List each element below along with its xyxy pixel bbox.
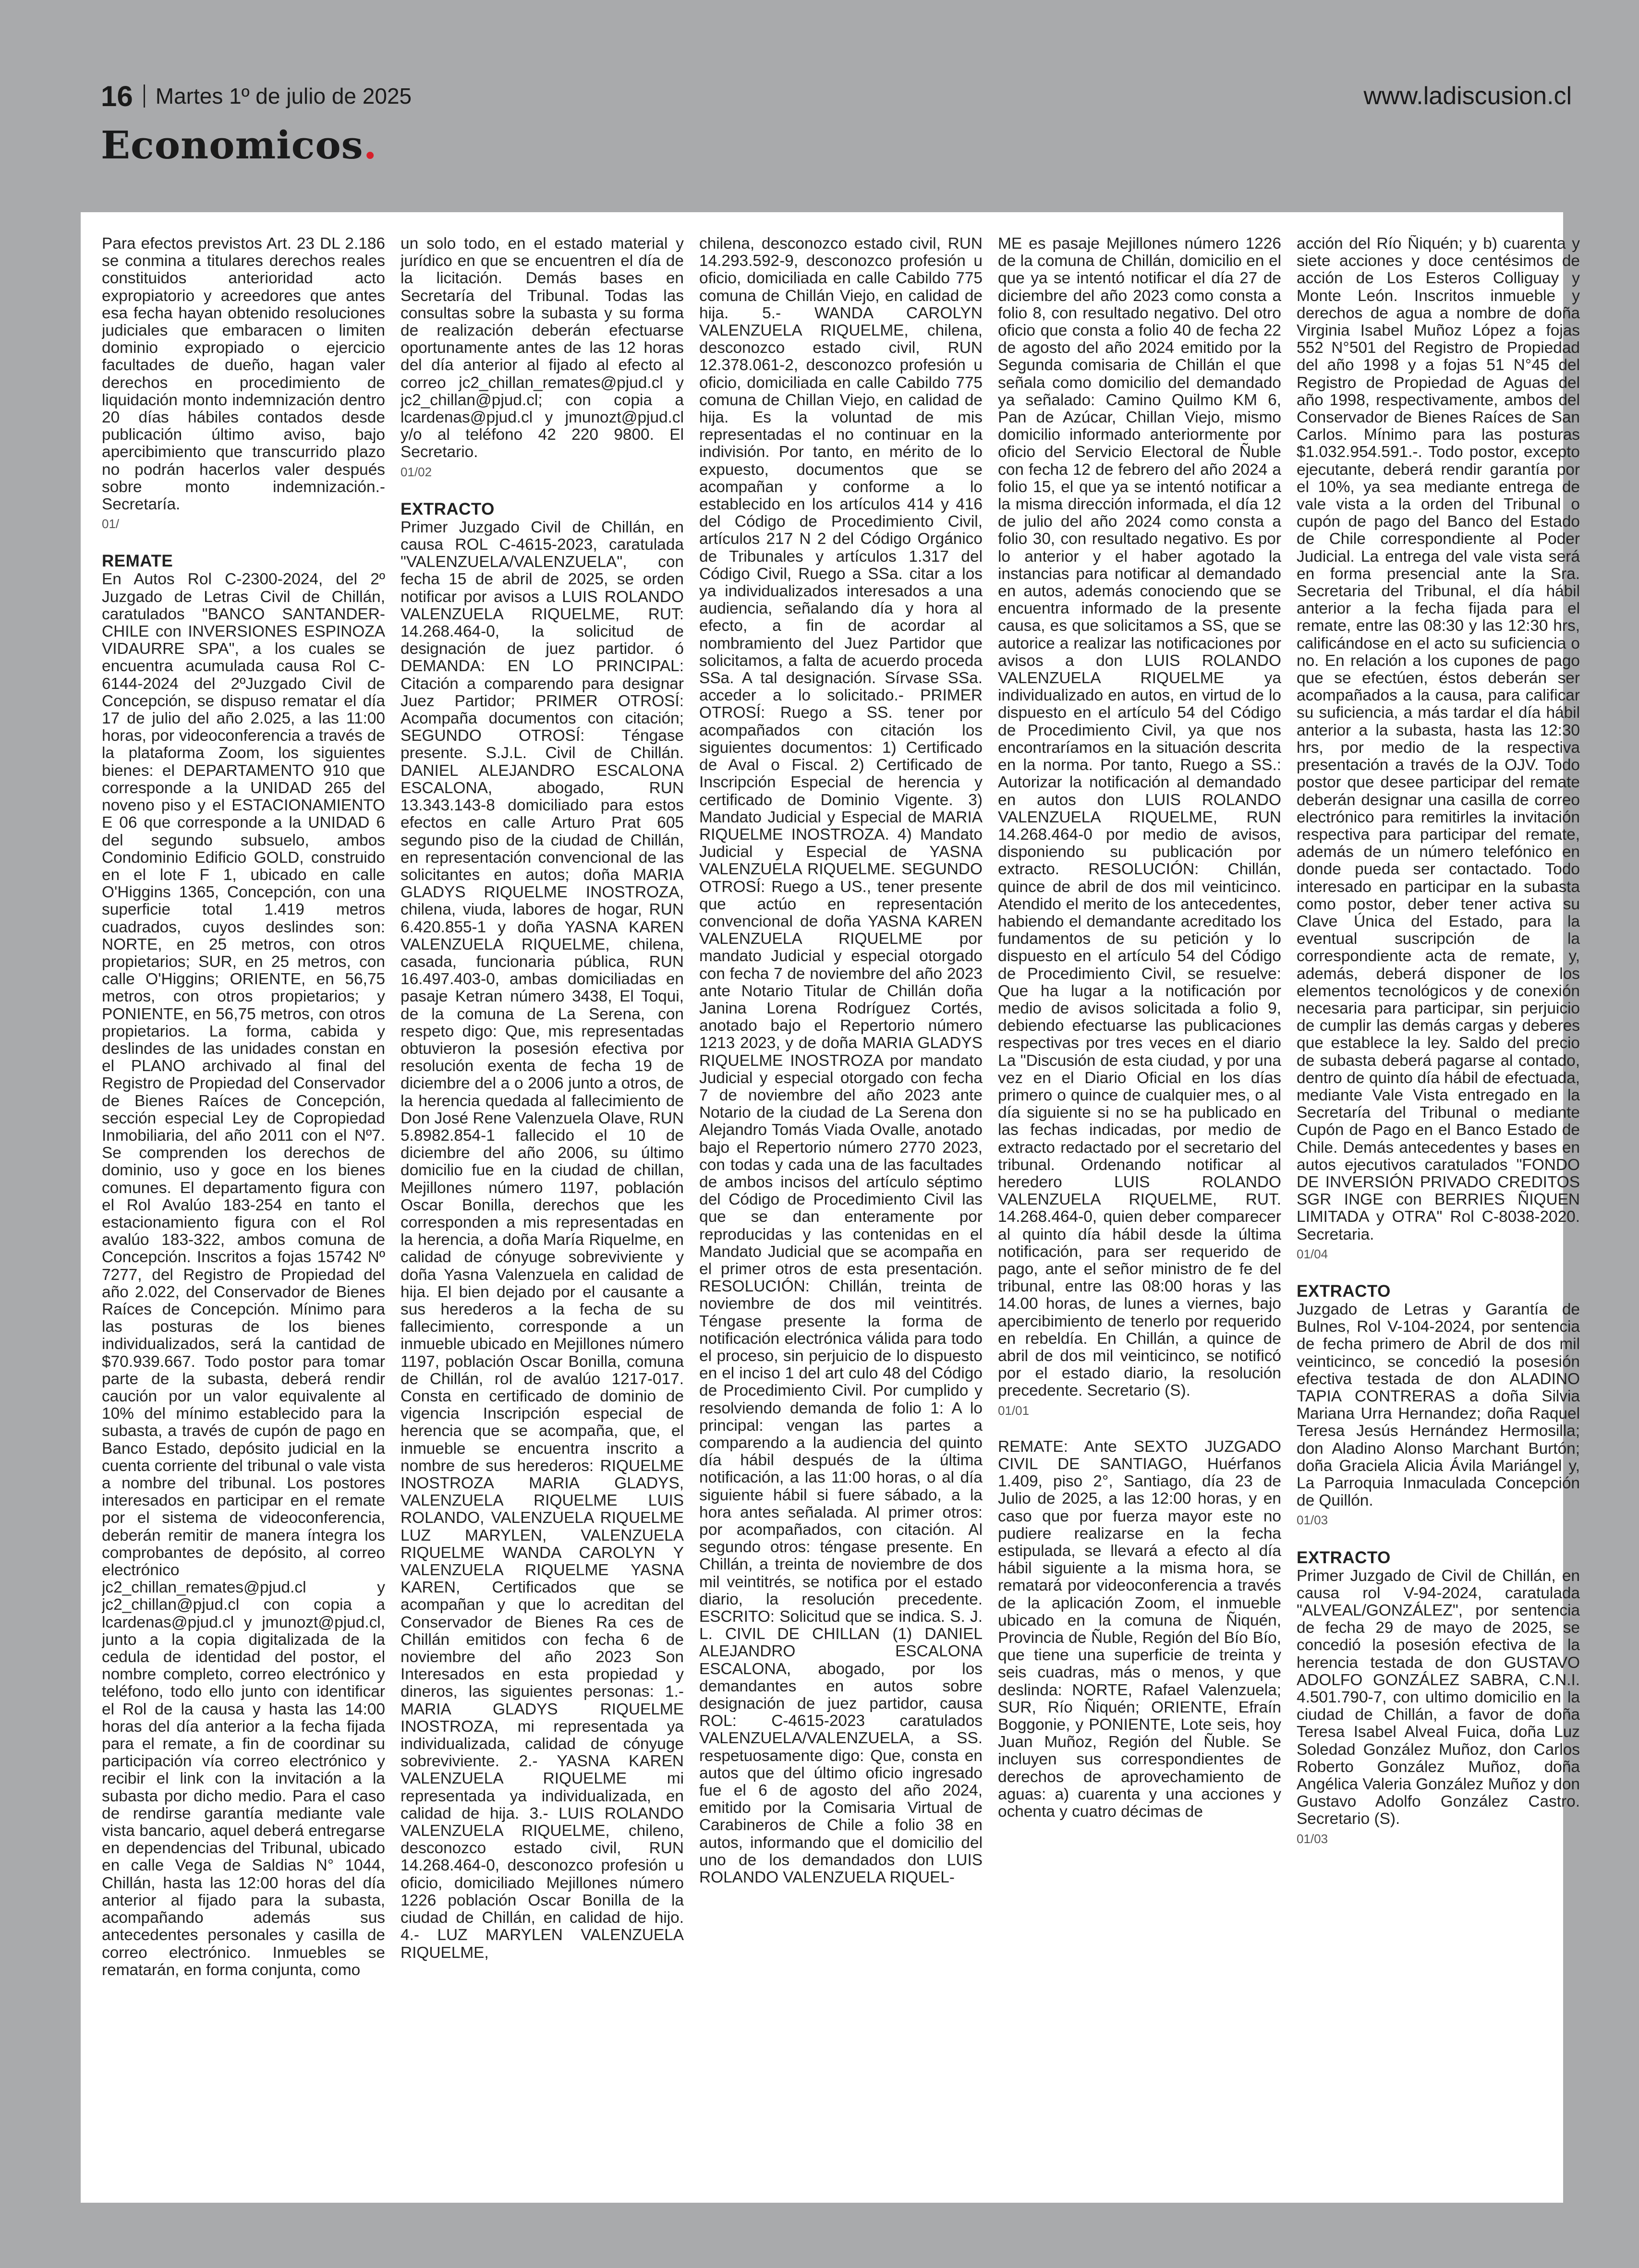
notice-text: un solo todo, en el estado material y jurídico en que se encuentren el día de la licitación. Demás bases en Secretaría del Tribunal. Todas las consultas sobre la subasta y su forma de realización deberán efectuarse oportunamente antes de las 12 horas del día anterior al fijado al efecto al correo jc2_chillan_remates@pjud.cl y jc2_chillan@pjud.cl; con copia a lcardenas@pjud.cl y jmunozt@pjud.cl y/o al teléfono 42 220 9800. El Secretario.: [401, 235, 684, 461]
notice-code: 01/: [102, 517, 120, 531]
page-number: 16: [101, 80, 133, 112]
notice-code: 01/03: [1297, 1831, 1328, 1846]
notice-code: 01/01: [998, 1403, 1030, 1418]
column-2: [401, 235, 684, 2184]
notice-text: ME es pasaje Mejillones número 1226 de la comuna de Chillán, domicilio en el que ya se intentó notificar el día 27 de diciembre del año 2023 como consta a folio 8, con resultado negativo. Del otro oficio que consta a folio 40 de fecha 22 de agosto del año 2024 emitido por la Segunda comisaria de Chillán el que señala como domicilio del demandado ya señalado: Camino Quilmo KM 6, Pan de Azúcar, Chillan Viejo, mismo domicilio informado anteriormente por oficio del Servicio Electoral de Ñuble con fecha 12 de febrero del año 2024 a folio 15, el que ya se intentó notificar a la misma dirección informada, el día 12 de julio del año 2024 como consta a folio 30, con resultado negativo. Es por lo anterior y el haber agotado la instancias para notificar al demandado en autos, además conociendo que se encuentra informado de la presente causa, es que solicitamos a SS, que se autorice a realizar las notificaciones por avisos a don LUIS ROLANDO VALENZUELA RIQUELME ya individualizado en autos, en virtud de lo dispuesto en el artículo 54 del Código de Procedimiento Civil, ya que nos encontraríamos en la situación descrita en la norma. Por tanto, Ruego a SS.: Autorizar la notificación al demandado en autos don LUIS ROLANDO VALENZUELA RIQUELME, RUN 14.268.464-0 por medio de avisos, disponiendo su publicación por extracto. RESOLUCIÓN: Chillán, quince de abril de dos mil veinticinco. Atendido el merito de los antecedentes, habiendo el demandante acreditado los fundamentos de su petición y lo dispuesto en el artículo 54 del Código de Procedimiento Civil, se resuelve: Que ha lugar a la notificación por medio de avisos solicitada a folio 9, debiendo efectuarse las publicaciones respectivas por tres veces en el diario La "Discusión de esta ciudad, y por una vez en el Diario Oficial en los días primero o quince de cualquier mes, o al día siguiente si no se ha publicado en las fechas indicadas, por medio de extracto redactado por el secretario del tribunal. Ordenando notificar al heredero LUIS ROLANDO VALENZUELA RIQUELME, RUT. 14.268.464-0, quien deber comparecer al quinto día hábil desde la última notificación, para ser requerido de pago, ante el señor ministro de fe del tribunal, entre las 08:00 horas y las 14.00 horas, de lunes a viernes, bajo apercibimiento de tenerlo por requerido en rebeldía. En Chillán, a quince de abril de dos mil veinticinco, se notificó por el estado diario, la resolución precedente. Secretario (S).: [998, 235, 1281, 1400]
notice-heading: EXTRACTO: [1297, 1281, 1391, 1301]
notice-code: 01/04: [1297, 1246, 1328, 1261]
website-link[interactable]: www.ladiscusion.cl: [1363, 82, 1572, 110]
section-title: [101, 122, 377, 168]
notice-text: Primer Juzgado de Civil de Chillán, en causa rol V-94-2024, caratulada "ALVEAL/GONZÁLEZ", por sentencia de fecha 29 de mayo de 2025, se concedió la posesión efectiva de la herencia testada de don GUSTAVO ADOLFO GONZÁLEZ SABRA, C.N.I. 4.501.790-7, con ultimo domicilio en la ciudad de Chillán, a favor de doña Teresa Isabel Alveal Fuica, doña Luz Soledad González Muñoz, don Carlos Roberto González Muñoz, doña Angélica Valeria González Muñoz y don Gustavo Adolfo González Castro. Secretario (S).: [1297, 1567, 1580, 1828]
issue-date: Martes 1º de julio de 2025: [155, 84, 412, 109]
section-title-dot: .: [363, 122, 377, 168]
notice-text: Primer Juzgado Civil de Chillán, en causa ROL C-4615-2023, caratulada "VALENZUELA/VALENZUELA", con fecha 15 de abril de 2025, se orden notificar por avisos a LUIS ROLANDO VALENZUELA RIQUELME, RUT: 14.268.464-0, la solicitud de designación de juez partidor. ó DEMANDA: EN LO PRINCIPAL: Citación a comparendo para designar Juez Partidor; PRIMER OTROSÍ: Acompaña documentos con citación; SEGUNDO OTROSÍ: Téngase presente. S.J.L. Civil de Chillán. DANIEL ALEJANDRO ESCALONA ESCALONA, abogado, RUN 13.343.143-8 domiciliado para estos efectos en calle Arturo Prat 605 segundo piso de la ciudad de Chillán, en representación convencional de las solicitantes en autos; doña MARIA GLADYS RIQUELME INOSTROZA, chilena, viuda, labores de hogar, RUN 6.420.855-1 y doña YASNA KAREN VALENZUELA RIQUELME, chilena, casada, funcionaria pública, RUN 16.497.403-0, ambas domiciliadas en pasaje Ketran número 3438, El Toqui, de la comuna de La Serena, con respeto digo: Que, mis representadas obtuvieron la posesión efectiva por resolución exenta de fecha 19 de diciembre del a o 2006 junto a otros, de la herencia quedada al fallecimiento de Don José Rene Valenzuela Olave, RUN 5.8982.854-1 fallecido el 10 de diciembre del año 2006, su último domicilio fue en la ciudad de chillan, Mejillones número 1197, población Oscar Bonilla, derechos que les corresponden a mis representadas en la herencia, a doña María Riquelme, en calidad de cónyuge sobreviviente y doña Yasna Valenzuela en calidad de hija. El bien dejado por el causante a sus herederos a la fecha de su fallecimiento, corresponde a un inmueble ubicado en Mejillones número 1197, población Oscar Bonilla, comuna de Chillán, rol de avalúo 1217-017. Consta en certificado de dominio de vigencia Inscripción especial de herencia que se acompaña, que, el inmueble se encuentra inscrito a nombre de sus herederos: RIQUELME INOSTROZA MARIA GLADYS, VALENZUELA RIQUELME LUIS ROLANDO, VALENZUELA RIQUELME LUZ MARYLEN, VALENZUELA RIQUELME WANDA CAROLYN Y VALENZUELA RIQUELME YASNA KAREN, Certificados que se acompañan y que lo acreditan del Conservador de Bienes Ra ces de Chillán emitidos con fecha 6 de noviembre del año 2023 Son Interesados en esta propiedad y dineros, las siguientes personas: 1.- MARIA GLADYS RIQUELME INOSTROZA, mi representada ya individualizada, calidad de cónyuge sobreviviente. 2.- YASNA KAREN VALENZUELA RIQUELME mi representada ya individualizada, en calidad de hija. 3.- LUIS ROLANDO VALENZUELA RIQUELME, chileno, desconozco estado civil, RUN 14.268.464-0, desconozco profesión u oficio, domiciliado Mejillones número 1226 población Oscar Bonilla de la ciudad de Chillán, en calidad de hijo. 4.- LUZ MARYLEN VALENZUELA RIQUELME,: [401, 518, 684, 1962]
notice-heading: EXTRACTO: [401, 499, 495, 519]
masthead-divider: [144, 84, 145, 108]
notice-text: Para efectos previstos Art. 23 DL 2.186 se conmina a titulares derechos reales constituidos anterioridad acto expropiatorio y acreedores que antes esa fecha hayan obtenido resoluciones judiciales que embaracen o limiten dominio expropiado o ejercicio facultades de dueño, hagan valer derechos en procedimiento de liquidación monto indemnización dentro 20 días hábiles contados desde publicación último aviso, bajo apercibimiento que transcurrido plazo no podrán hacerlos valer después sobre monto indemnización.- Secretaría.: [102, 235, 385, 514]
notice-heading: EXTRACTO: [1297, 1548, 1391, 1567]
masthead-left: [101, 80, 412, 113]
notice-text: En Autos Rol C-2300-2024, del 2º Juzgado de Letras Civil de Chillán, caratulados "BANCO SANTANDER-CHILE con INVERSIONES ESPINOZA VIDAURRE SPA", a los cuales se encuentra acumulada causa Rol C-6144-2024 del 2ºJuzgado Civil de Concepción, se dispuso rematar el día 17 de julio del año 2.025, a las 11:00 horas, por videoconferencia a través de la plataforma Zoom, los siguientes bienes: el DEPARTAMENTO 910 que corresponde a la UNIDAD 265 del noveno piso y el ESTACIONAMIENTO E 06 que corresponde a la UNIDAD 6 del segundo subsuelo, ambos Condominio Edificio GOLD, construido en el lote F 1, ubicado en calle O'Higgins 1365, Concepción, con una superficie total 1.419 metros cuadrados, cuyos deslindes son: NORTE, en 25 metros, con otros propietarios; SUR, en 25 metros, con calle O'Higgins; ORIENTE, en 56,75 metros, con otros propietarios; y PONIENTE, en 56,75 metros, con otros propietarios. La forma, cabida y deslindes de las unidades constan en el PLANO archivado al final del Registro de Propiedad del Conservador de Bienes Raíces de Concepción, sección especial Ley de Copropiedad Inmobiliaria, del año 2011 con el Nº7. Se comprenden los derechos de dominio, uso y goce en los bienes comunes. El departamento figura con el Rol Avalúo 183-254 en tanto el estacionamiento figura con el Rol avalúo 183-322, ambos comuna de Concepción. Inscritos a fojas 15742 Nº 7277, del Registro de Propiedad del año 2.022, del Conservador de Bienes Raíces de Concepción. Mínimo para las posturas de los bienes individualizados, será la cantidad de $70.939.667. Todo postor para tomar parte de la subasta, deberá rendir caución por un valor equivalente al 10% del mínimo establecido para la subasta, a través de cupón de pago en Banco Estado, depósito judicial en la cuenta corriente del tribunal o vale vista a nombre del tribunal. Los postores interesados en participar en el remate por el sistema de videoconferencia, deberán remitir de manera íntegra los comprobantes de depósito, al correo electrónico jc2_chillan_remates@pjud.cl y jc2_chillan@pjud.cl con copia a lcardenas@pjud.cl y jmunozt@pjud.cl, junto a la copia digitalizada de la cedula de identidad del postor, el nombre completo, correo electrónico y teléfono, todo ello junto con identificar el Rol de la causa y hasta las 14:00 horas del día anterior a la fecha fijada para el remate, a fin de coordinar su participación vía correo electrónico y recibir el link con la invitación a la subasta por dicho medio. Para el caso de rendirse garantía mediante vale vista bancario, aquel deberá entregarse en dependencias del Tribunal, ubicado en calle Vega de Saldias N° 1044, Chillán, hasta las 12:00 horas del día anterior al fijado para la subasta, acompañando además sus antecedentes personales y casilla de correo electrónico. Inmuebles se rematarán, en forma conjunta, como: [102, 570, 385, 1979]
column-5: [1297, 235, 1580, 2184]
notice-text: Juzgado de Letras y Garantía de Bulnes, Rol V-104-2024, por sentencia de fecha primero de Abril de dos mil veinticinco, se concedió la posesión efectiva testada de don ALADINO TAPIA CONTRERAS a doña Silvia Mariana Urra Hernandez; doña Raquel Teresa Jesús Hernández Hermosilla; don Aladino Alonso Marchant Burtón; doña Graciela Alicia Ávila Mariángel y, La Parroquia Inmaculada Concepción de Quillón.: [1297, 1300, 1580, 1510]
column-3: [699, 235, 983, 2184]
column-4: [998, 235, 1281, 2184]
notice-code: 01/03: [1297, 1513, 1328, 1528]
section-title-text: Economicos: [101, 122, 364, 168]
notice-text: acción del Río Ñiquén; y b) cuarenta y siete acciones y doce centésimos de acción de Los Esteros Colliguay y Monte León. Inscritos inmueble y derechos de agua a nombre de doña Virginia Isabel Muñoz López a fojas 552 N°501 del Registro de Propiedad del año 1998 y a fojas 51 N°45 del Registro de Propiedad de Aguas del año 1998, respectivamente, ambos del Conservador de Bienes Raíces de San Carlos. Mínimo para las posturas $1.032.954.591.-. Todo postor, excepto ejecutante, deberá rendir garantía por el 10%, ya sea mediante entrega de vale vista a la orden del Tribunal o cupón de pago del Banco del Estado de Chile correspondiente al Poder Judicial. La entrega del vale vista será en forma presencial ante la Sra. Secretaria del Tribunal, el día hábil anterior a la fecha fijada para el remate, entre las 08:30 y las 12:30 hrs, calificándose en el acto su suficiencia o no. En relación a los cupones de pago que se efectúen, éstos deberán ser acompañados a la causa, para calificar su suficiencia, a más tardar el día hábil anterior a la subasta, hasta las 12:30 hrs, por medio de la respectiva presentación a través de la OJV. Todo postor que desee participar del remate deberán designar una casilla de correo electrónico para remitirles la invitación respectiva para participar del remate, además de un número telefónico en donde pueda ser contactado. Todo interesado en participar en la subasta como postor, deber tener activa su Clave Única del Estado, para la eventual suscripción de la correspondiente acta de remate, y, además, deberá disponer de los elementos tecnológicos y de conexión necesaria para participar, sin perjuicio de cumplir las demás cargas y deberes que establece la ley. Saldo del precio de subasta deberá pagarse al contado, dentro de quinto día hábil de efectuada, mediante Vale Vista entregado en la Secretaría del Tribunal o mediante Cupón de Pago en el Banco Estado de Chile. Demás antecedentes y bases en autos ejecutivos caratulados "FONDO DE INVERSIÓN PRIVADO CREDITOS SGR INGE con BERRIES ÑIQUEN LIMITADA y OTRA" Rol C-8038-2020. Secretaria.: [1297, 235, 1580, 1243]
notice-text: REMATE: Ante SEXTO JUZGADO CIVIL DE SANTIAGO, Huérfanos 1.409, piso 2°, Santiago, día 23 de Julio de 2025, a las 12:00 horas, y en caso que por fuerza mayor este no pudiere realizarse en la fecha estipulada, se llevará a efecto al día hábil siguiente a la misma hora, se rematará por videoconferencia a través de la aplicación Zoom, el inmueble ubicado en la comuna de Ñiquén, Provincia de Ñuble, Región del Bío Bío, que tiene una superficie de treinta y seis cuadras, más o menos, y que deslinda: NORTE, Rafael Valenzuela; SUR, Río Ñiquén; ORIENTE, Efraín Boggonie, y PONIENTE, Lote seis, hoy Juan Muñoz, Región del Ñuble. Se incluyen sus correspondientes de derechos de aprovechamiento de aguas: a) cuarenta y una acciones y ochenta y cuatro décimas de: [998, 1437, 1281, 1821]
notice-heading: REMATE: [102, 552, 173, 571]
notice-code: 01/02: [401, 464, 432, 479]
notice-text: chilena, desconozco estado civil, RUN 14.293.592-9, desconozco profesión u oficio, domiciliada en calle Cabildo 775 comuna de Chillán Viejo, en calidad de hija. 5.- WANDA CAROLYN VALENZUELA RIQUELME, chilena, desconozco estado civil, RUN 12.378.061-2, desconozco profesión u oficio, domiciliada en calle Cabildo 775 comuna de Chillan Viejo, en calidad de hija. Es la voluntad de mis representadas el no continuar en la indivisión. Por tanto, en mérito de lo expuesto, documentos que se acompañan y conforme a lo establecido en los artículos 414 y 416 del Código de Procedimiento Civil, artículos 217 N 2 del Código Orgánico de Tribunales y artículos 1.317 del Código Civil, Ruego a SSa. citar a los ya individualizados interesados a una audiencia, señalando día y hora al efecto, a fin de acordar al nombramiento del Juez Partidor que solicitamos, a falta de acuerdo proceda SSa. A tal designación. Sírvase SSa. acceder a lo solicitado.- PRIMER OTROSÍ: Ruego a SS. tener por acompañados con citación los siguientes documentos: 1) Certificado de Aval o Fiscal. 2) Certificado de Inscripción Especial de herencia y certificado de Dominio Vigente. 3) Mandato Judicial y Especial de MARIA RIQUELME INOSTROZA. 4) Mandato Judicial y Especial de YASNA VALENZUELA RIQUELME. SEGUNDO OTROSÍ: Ruego a US., tener presente que actúo en representación convencional de doña YASNA KAREN VALENZUELA RIQUELME por mandato Judicial y especial otorgado con fecha 7 de noviembre del año 2023 ante Notario Titular de Chillán doña Janina Lorena Rodríguez Cortés, anotado bajo el Repertorio número 1213 2023, y de doña MARIA GLADYS RIQUELME INOSTROZA por mandato Judicial y especial otorgado con fecha 7 de noviembre del año 2023 ante Notario de la ciudad de La Serena don Alejandro Tomás Viada Ovalle, anotado bajo el Repertorio número 2770 2023, con todas y cada una de las facultades de ambos incisos del artículo séptimo del Código de Procedimiento Civil las que se dan enteramente por reproducidas y las contenidas en el Mandato Judicial que se acompaña en el primer otros de esta presentación. RESOLUCIÓN: Chillán, treinta de noviembre de dos mil veintitrés. Téngase presente la forma de notificación electrónica válida para todo el proceso, sin perjuicio de lo dispuesto en el inciso 1 del art culo 48 del Código de Procedimiento Civil. Por cumplido y resolviendo demanda de folio 1: A lo principal: vengan las partes a comparendo a la audiencia del quinto día hábil después de la última notificación, a las 11:00 horas, o al día siguiente hábil si fuere sábado, a la hora antes señalada. Al primer otros: por acompañados, con citación. Al segundo otros: téngase presente. En Chillán, a treinta de noviembre de dos mil veintitrés, se notifica por el estado diario, la resolución precedente. ESCRITO: Solicitud que se indica. S. J. L. CIVIL DE CHILLAN (1) DANIEL ALEJANDRO ESCALONA ESCALONA, abogado, por los demandantes en autos sobre designación de juez partidor, causa ROL: C-4615-2023 caratulados VALENZUELA/VALENZUELA, a SS. respetuosamente digo: Que, consta en autos que del último oficio ingresado fue el 6 de agosto del año 2024, emitido por la Comisaria Virtual de Carabineros de Chile a folio 38 en autos, informando que el domicilio del uno de los demandados don LUIS ROLANDO VALENZUELA RIQUEL-: [699, 235, 983, 1887]
masthead: [101, 77, 1572, 115]
column-1: [102, 235, 385, 2184]
classifieds-page: [81, 212, 1580, 2203]
